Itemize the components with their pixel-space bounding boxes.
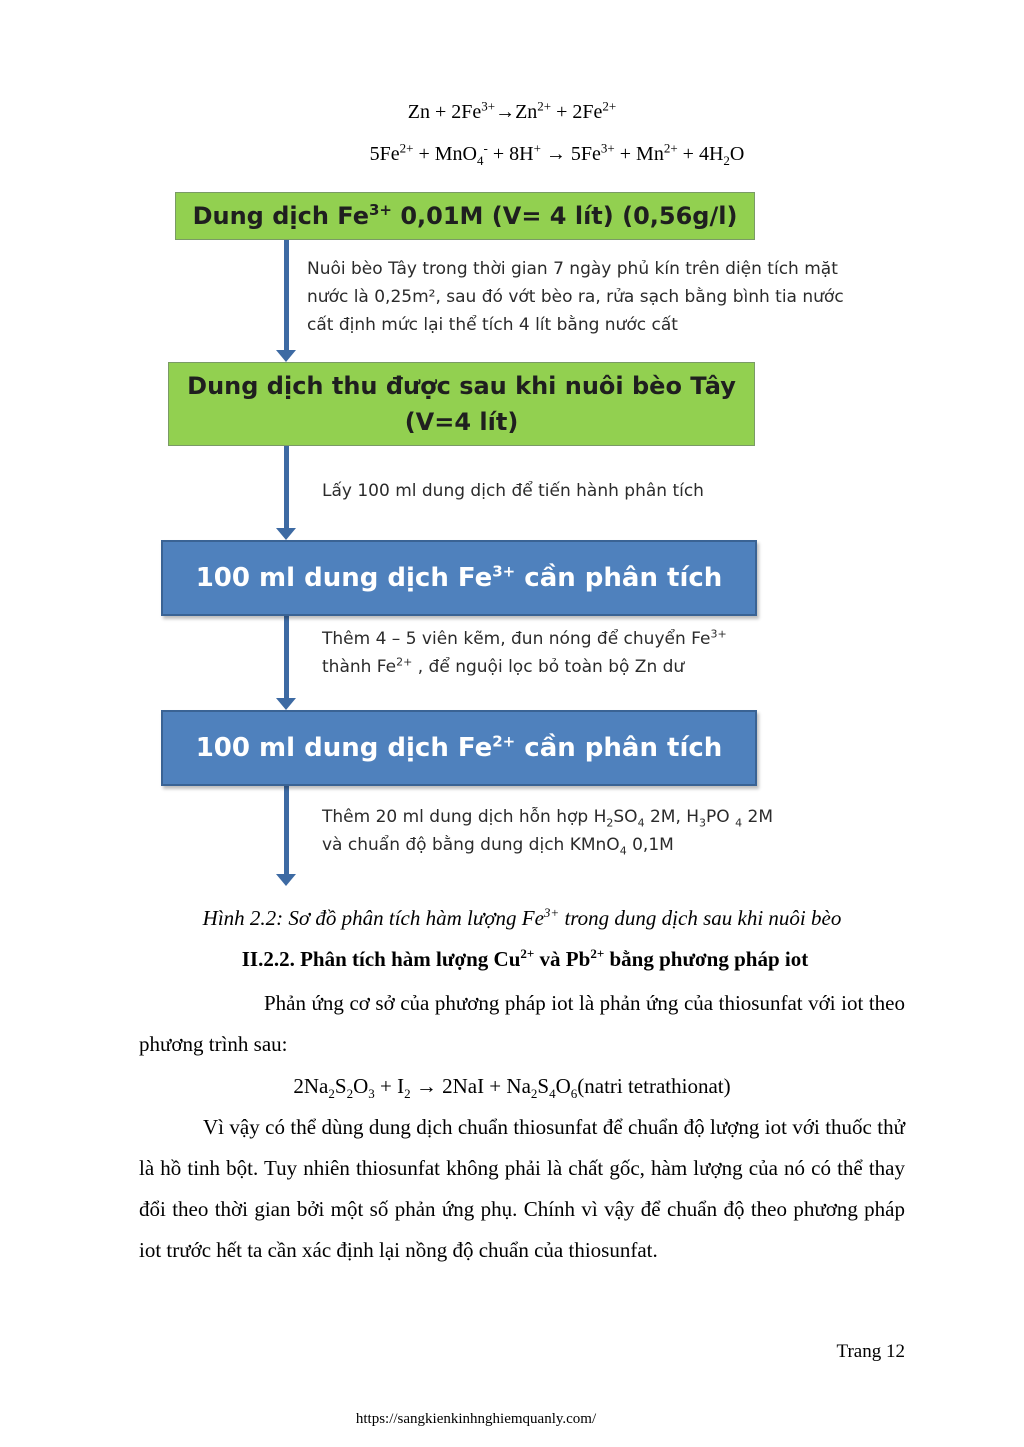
box-fe2-100ml: 100 ml dung dịch $Fe^{2+}$ cần phân tích <box>161 710 757 786</box>
page-number: Trang 12 <box>836 1341 905 1362</box>
figure-caption: Hình 2.2: Sơ đồ phân tích hàm lượng $Fe^{3+}$ trong dung dịch sau khi nuôi bèo <box>202 905 842 930</box>
note-titration: Thêm 20 ml dung dịch hỗn hợp $H_2SO_4$ 2M, $H_3PO$ $_4$ 2M và chuẩn độ bằng dung dịch KMnO$_4$ 0,1M <box>322 807 773 858</box>
equation-zn-fe: $Zn + 2Fe^{3+}\to Zn^{2+} + 2Fe^{2+}$ <box>407 98 617 123</box>
paragraph-iodometry-basis: Phản ứng cơ sở của phương pháp iot là phản ứng của thiosunfat với iot theo phương trình sau: <box>139 991 905 1056</box>
arrow-shaft-1 <box>284 240 289 352</box>
arrow-head-2 <box>276 528 296 540</box>
note-water-hyacinth: Nuôi bèo Tây trong thời gian 7 ngày phủ kín trên diện tích mặt nước là 0,25m², sau đó vớt bèo ra, rửa sạch bằng bình tia nước cất định mức lại thể tích 4 lít bằng nước cất <box>307 259 844 335</box>
arrow-shaft-2 <box>284 446 289 530</box>
arrow-shaft-4 <box>284 786 289 876</box>
note-add-zinc: Thêm 4 – 5 viên kẽm, đun nóng để chuyển $Fe^{3+}$ thành $Fe^{2+}$ , để nguội lọc bỏ toàn bộ Zn dư <box>322 627 727 677</box>
arrow-head-4 <box>276 874 296 886</box>
box-solution-after: Dung dịch thu được sau khi nuôi bèo Tây (V=4 lít) <box>168 362 755 446</box>
equation-thiosulfate: $2Na_2S_2O_3 + I_2 \to 2NaI$ + $Na_2S_4O_6(natri$ tetrathionat) <box>293 1074 731 1102</box>
arrow-shaft-3 <box>284 616 289 700</box>
box-fe3-100ml: 100 ml dung dịch $Fe^{3+}$ cần phân tích <box>161 540 757 616</box>
equation-fe-mno4: $5Fe^{2+} + MnO_4^- + 8H^+ \to 5Fe^{3+} + Mn^{2+} + 4H_2O$ <box>369 140 745 168</box>
box-fe3-solution: Dung dịch $Fe^{3+}$ 0,01M (V= 4 lít) (0,56g/l) <box>175 192 755 240</box>
footer-url[interactable]: https://sangkienkinhnghiemquanly.com/ <box>355 1411 597 1427</box>
paragraph-thiosulfate-standardization: Vì vậy có thể dùng dung dịch chuẩn thiosunfat để chuẩn độ lượng iot với thuốc thử là hồ tinh bột. Tuy nhiên thiosunfat không phải là chất gốc, hàm lượng của nó có thể thay đổi theo thời gian bởi một số phản ứng phụ. Chính vì vậy để chuẩn độ theo phương pháp iot trước hết ta cần xác định lại nồng độ chuẩn của thiosunfat. <box>139 1115 905 1262</box>
note-take-100ml: Lấy 100 ml dung dịch để tiến hành phân tích <box>322 481 704 501</box>
arrow-head-1 <box>276 350 296 362</box>
arrow-head-3 <box>276 698 296 710</box>
section-heading: II.2.2. Phân tích hàm lượng $Cu^{2+}$ và $Pb^{2+}$ bằng phương pháp iot <box>241 946 809 971</box>
